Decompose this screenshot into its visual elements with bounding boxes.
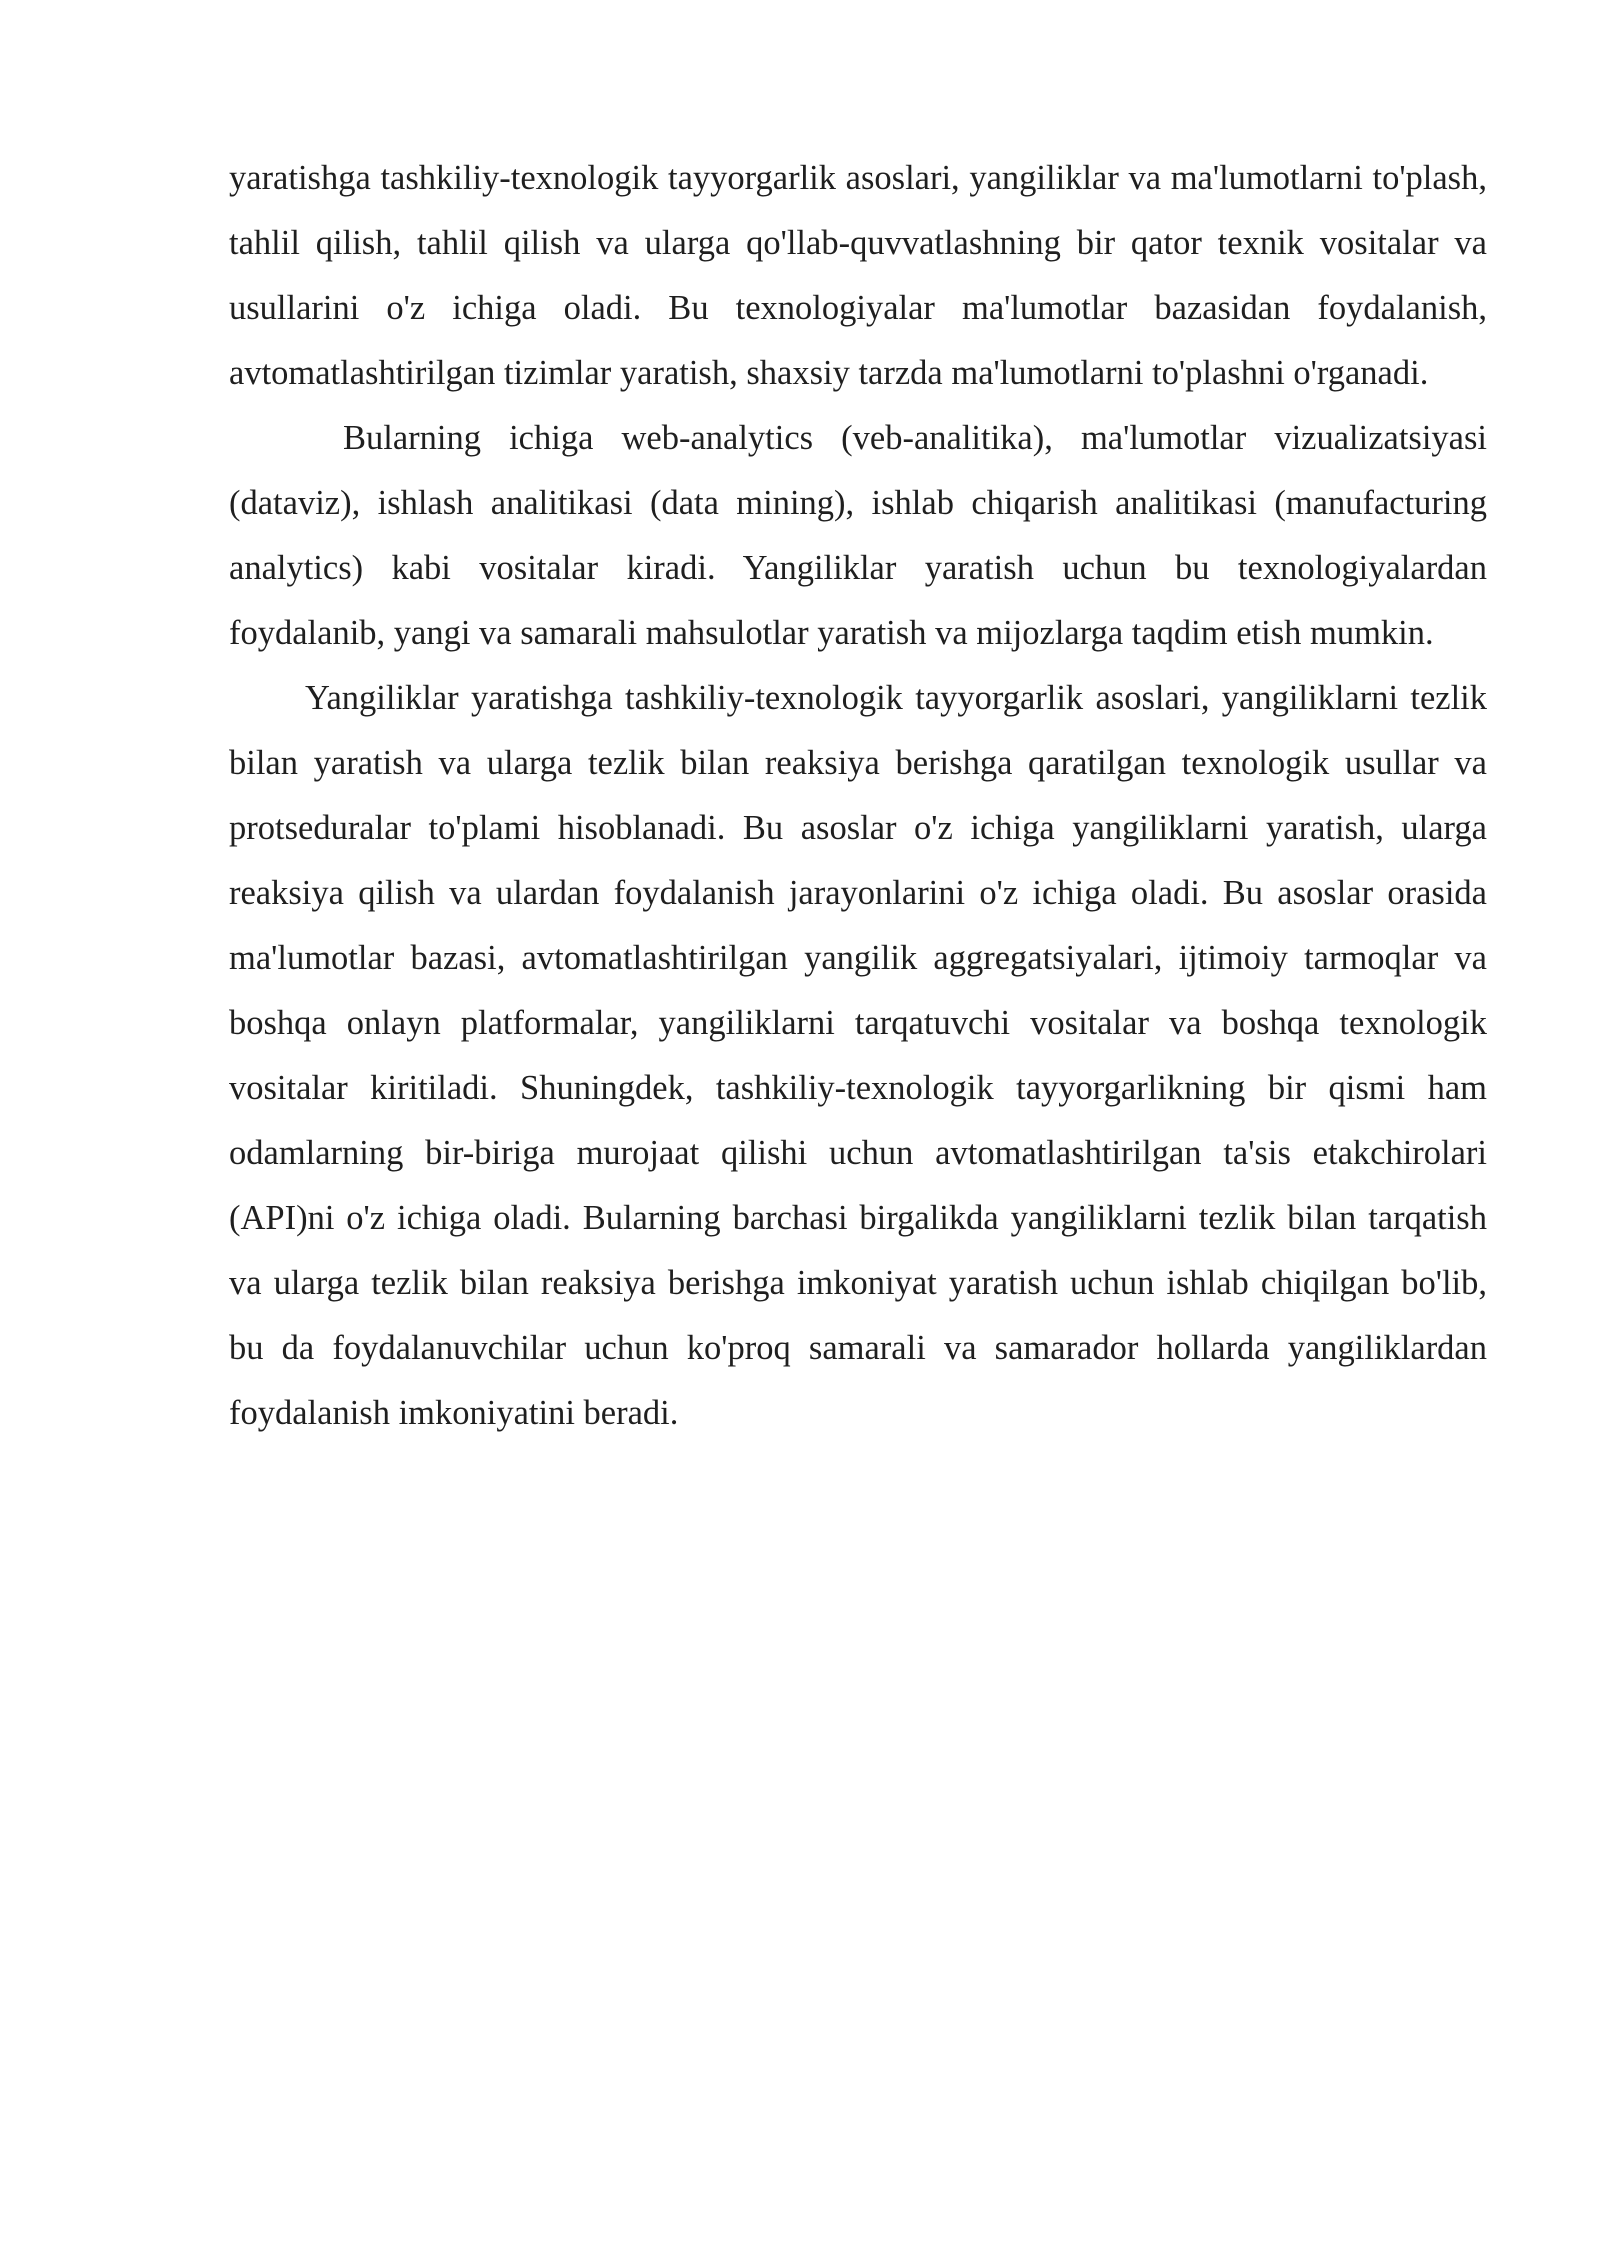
document-body xyxy=(229,146,1487,1446)
paragraph-2: Bularning ichiga web-analytics (veb-analitika), ma'lumotlar vizualizatsiyasi (dataviz), ishlash analitikasi (data mining), ishlab chiqarish analitikasi (manufacturing analytics) kabi vositalar kiradi. Yangiliklar yaratish uchun bu texnologiyalardan foydalanib, yangi va samarali mahsulotlar yaratish va mijozlarga taqdim etish mumkin. xyxy=(229,419,1487,652)
paragraph-3: Yangiliklar yaratishga tashkiliy-texnologik tayyorgarlik asoslari, yangiliklarni tezlik bilan yaratish va ularga tezlik bilan reaksiya berishga qaratilgan texnologik usullar va protseduralar to'plami hisoblanadi. Bu asoslar o'z ichiga yangiliklarni yaratish, ularga reaksiya qilish va ulardan foydalanish jarayonlarini o'z ichiga oladi. Bu asoslar orasida ma'lumotlar bazasi, avtomatlashtirilgan yangilik aggregatsiyalari, ijtimoiy tarmoqlar va boshqa onlayn platformalar, yangiliklarni tarqatuvchi vositalar va boshqa texnologik vositalar kiritiladi. Shuningdek, tashkiliy-texnologik tayyorgarlikning bir qismi ham odamlarning bir-biriga murojaat qilishi uchun avtomatlashtirilgan ta'sis etakchirolari (API)ni o'z ichiga oladi. Bularning barchasi birgalikda yangiliklarni tezlik bilan tarqatish va ularga tezlik bilan reaksiya berishga imkoniyat yaratish uchun ishlab chiqilgan bo'lib, bu da foydalanuvchilar uchun ko'proq samarali va samarador hollarda yangiliklardan foydalanish imkoniyatini beradi. xyxy=(229,679,1487,1432)
paragraph-1: yaratishga tashkiliy-texnologik tayyorgarlik asoslari, yangiliklar va ma'lumotlarni to'plash, tahlil qilish, tahlil qilish va ularga qo'llab-quvvatlashning bir qator texnik vositalar va usullarini o'z ichiga oladi. Bu texnologiyalar ma'lumotlar bazasidan foydalanish, avtomatlashtirilgan tizimlar yaratish, shaxsiy tarzda ma'lumotlarni to'plashni o'rganadi. xyxy=(229,159,1487,392)
